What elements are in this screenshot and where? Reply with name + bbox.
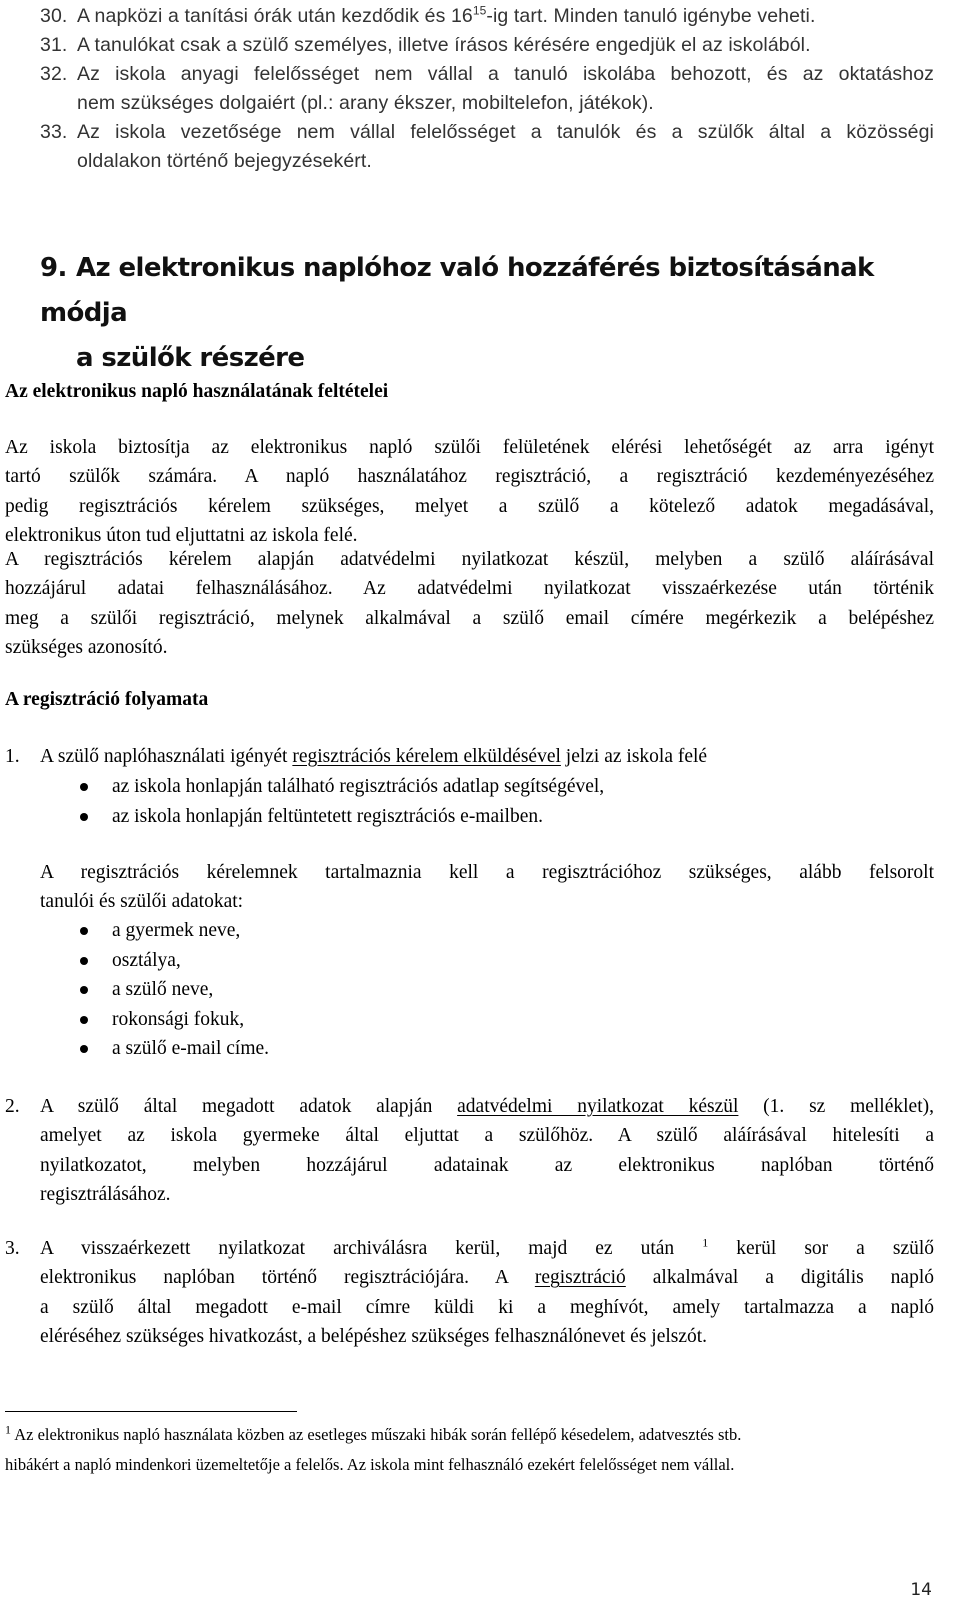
paragraph-line: hozzájárul adatai felhasználásához. Az adatvédelmi nyilatkozat visszaérkezése után történik — [5, 578, 934, 600]
paragraph-privacy — [5, 545, 934, 662]
step-2 — [5, 1092, 934, 1209]
footnote-text-line: Az elektronikus napló használata közben az esetleges műszaki hibák során fellépő késedelem, adatvesztés stb. — [11, 1425, 742, 1444]
footnote-mark: 1 — [5, 1422, 11, 1437]
bullet-icon — [80, 957, 88, 965]
rule-number: 31. — [40, 34, 68, 56]
step-text-end: jelzi az iskola felé — [560, 746, 708, 767]
footnote-text-line: hibákért a napló mindenkori üzemeltetője a felelős. Az iskola mint felhasználó ezekért felelősséget nem vállal. — [5, 1455, 735, 1474]
bullet-icon — [80, 813, 88, 821]
paragraph-line: tartó szülők számára. A napló használatához regisztráció, a regisztráció kezdeményezéséhez — [5, 466, 934, 488]
list-item-text: az iskola honlapján feltüntetett regisztrációs e-mailben. — [112, 805, 543, 827]
bullet-icon — [80, 783, 88, 791]
section-title-line2: a szülők részére — [76, 343, 305, 373]
list-item-text: a szülő e-mail címe. — [112, 1038, 270, 1060]
rule-text: A tanulókat csak a szülő személyes, illetve írásos kérésére engedjük el az iskolából. — [77, 34, 811, 56]
step-text-end: kerül sor a szülő — [708, 1238, 935, 1259]
step-line: regisztrálásához. — [40, 1183, 171, 1205]
bullet-icon — [80, 1016, 88, 1024]
page-number: 14 — [910, 1580, 932, 1600]
section-number: 9. — [40, 253, 67, 283]
list-item — [80, 1034, 930, 1064]
list-item — [80, 946, 930, 976]
bullet-icon — [80, 986, 88, 994]
list-item-text: a szülő neve, — [112, 979, 214, 1001]
paragraph-line: szükséges azonosító. — [5, 636, 168, 658]
step-number: 2. — [5, 1096, 20, 1117]
step-1 — [5, 742, 934, 771]
section-heading — [40, 246, 960, 381]
superscript-hour: 15 — [472, 3, 487, 18]
subheading-conditions: Az elektronikus napló használatának feltételei — [5, 381, 389, 402]
step-3 — [5, 1234, 934, 1351]
subheading-registration-process: A regisztráció folyamata — [5, 689, 209, 710]
footnote-reference: 1 — [702, 1235, 709, 1250]
list-item-text: osztálya, — [112, 949, 181, 971]
step-text: A szülő naplóhasználati igényét — [40, 746, 293, 767]
step-underlined-text: regisztráció — [534, 1267, 626, 1289]
paragraph-line: elektronikus úton tud eljuttatni az iskola felé. — [5, 524, 358, 546]
rule-text-line: Az iskola anyagi felelősséget nem vállal a tanuló iskolába behozott, és az oktatáshoz — [77, 63, 934, 85]
step-line: amelyet az iskola gyermeke által eljuttat a szülőhöz. A szülő aláírásával hitelesíti a — [40, 1125, 934, 1147]
rule-number: 32. — [40, 63, 68, 85]
paragraph-request-contents — [40, 858, 934, 917]
rule-text-end: -ig tart. Minden tanuló igénybe veheti. — [486, 5, 816, 27]
paragraph-access — [5, 433, 934, 550]
paragraph-line: Az iskola biztosítja az elektronikus napló szülői felületének elérési lehetőségét az arra igényt — [5, 437, 934, 458]
step-number: 1. — [5, 746, 20, 767]
step-underlined-text: regisztrációs kérelem elküldésével — [292, 746, 561, 767]
rule-number: 33. — [40, 121, 68, 143]
paragraph-line: tanulói és szülői adatokat: — [40, 891, 244, 913]
list-item — [80, 1005, 930, 1035]
rule-31 — [40, 31, 934, 60]
footnote-divider — [5, 1411, 297, 1412]
step-text: A visszaérkezett nyilatkozat archiválásra kerül, majd ez után — [40, 1238, 675, 1259]
paragraph-line: A regisztrációs kérelem alapján adatvédelmi nyilatkozat készül, melyben a szülő aláírásával — [5, 549, 934, 570]
bullet-icon — [80, 927, 88, 935]
list-item — [80, 772, 930, 802]
bullet-icon — [80, 1045, 88, 1053]
paragraph-line: meg a szülői regisztráció, melynek alkalmával a szülő email címére megérkezik a belépéshez — [5, 607, 934, 629]
list-item — [80, 916, 930, 946]
step-text: A szülő által megadott adatok alapján — [40, 1096, 458, 1117]
footnote — [5, 1420, 934, 1480]
list-item — [80, 975, 930, 1005]
rule-text: A napközi a tanítási órák után kezdődik és 16 — [77, 5, 473, 27]
rule-32 — [40, 60, 934, 118]
step-line: a szülő által megadott e-mail címre küldi ki a meghívót, amely tartalmazza a napló — [40, 1296, 934, 1318]
rule-number: 30. — [40, 5, 68, 27]
list-item-text: az iskola honlapján található regisztrációs adatlap segítségével, — [112, 776, 605, 797]
list-item — [80, 802, 930, 832]
step-text-end: alkalmával a digitális napló — [625, 1267, 934, 1289]
paragraph-line: A regisztrációs kérelemnek tartalmaznia kell a regisztrációhoz szükséges, alább felsorolt — [40, 862, 934, 883]
rule-text-line: nem szükséges dolgaiért (pl.: arany ékszer, mobiltelefon, játékok). — [77, 92, 654, 114]
step-number: 3. — [5, 1238, 20, 1259]
section-title-line1: Az elektronikus naplóhoz való hozzáférés biztosításának módja — [40, 253, 874, 328]
required-data-list — [80, 916, 930, 1064]
paragraph-line: pedig regisztrációs kérelem szükséges, melyet a szülő a kötelező adatok megadásával, — [5, 495, 934, 517]
request-channel-list — [80, 772, 930, 831]
rule-text-line: oldalakon történő bejegyzésekért. — [77, 150, 372, 172]
step-text: elektronikus naplóban történő regisztrációjára. A — [40, 1267, 535, 1289]
step-underlined-text: adatvédelmi nyilatkozat készül — [457, 1096, 739, 1117]
step-line: eléréséhez szükséges hivatkozást, a belépéshez szükséges felhasználónevet és jelszót. — [40, 1325, 708, 1347]
list-item-text: rokonsági fokuk, — [112, 1008, 245, 1030]
rule-33 — [40, 118, 934, 176]
rule-30 — [40, 2, 934, 31]
step-line: nyilatkozatot, melyben hozzájárul adatainak az elektronikus naplóban történő — [40, 1154, 934, 1176]
list-item-text: a gyermek neve, — [112, 920, 241, 941]
step-text-end: (1. sz melléklet), — [738, 1096, 934, 1117]
rule-text-line: Az iskola vezetősége nem vállal felelősséget a tanulók és a szülők által a közösségi — [77, 121, 934, 143]
